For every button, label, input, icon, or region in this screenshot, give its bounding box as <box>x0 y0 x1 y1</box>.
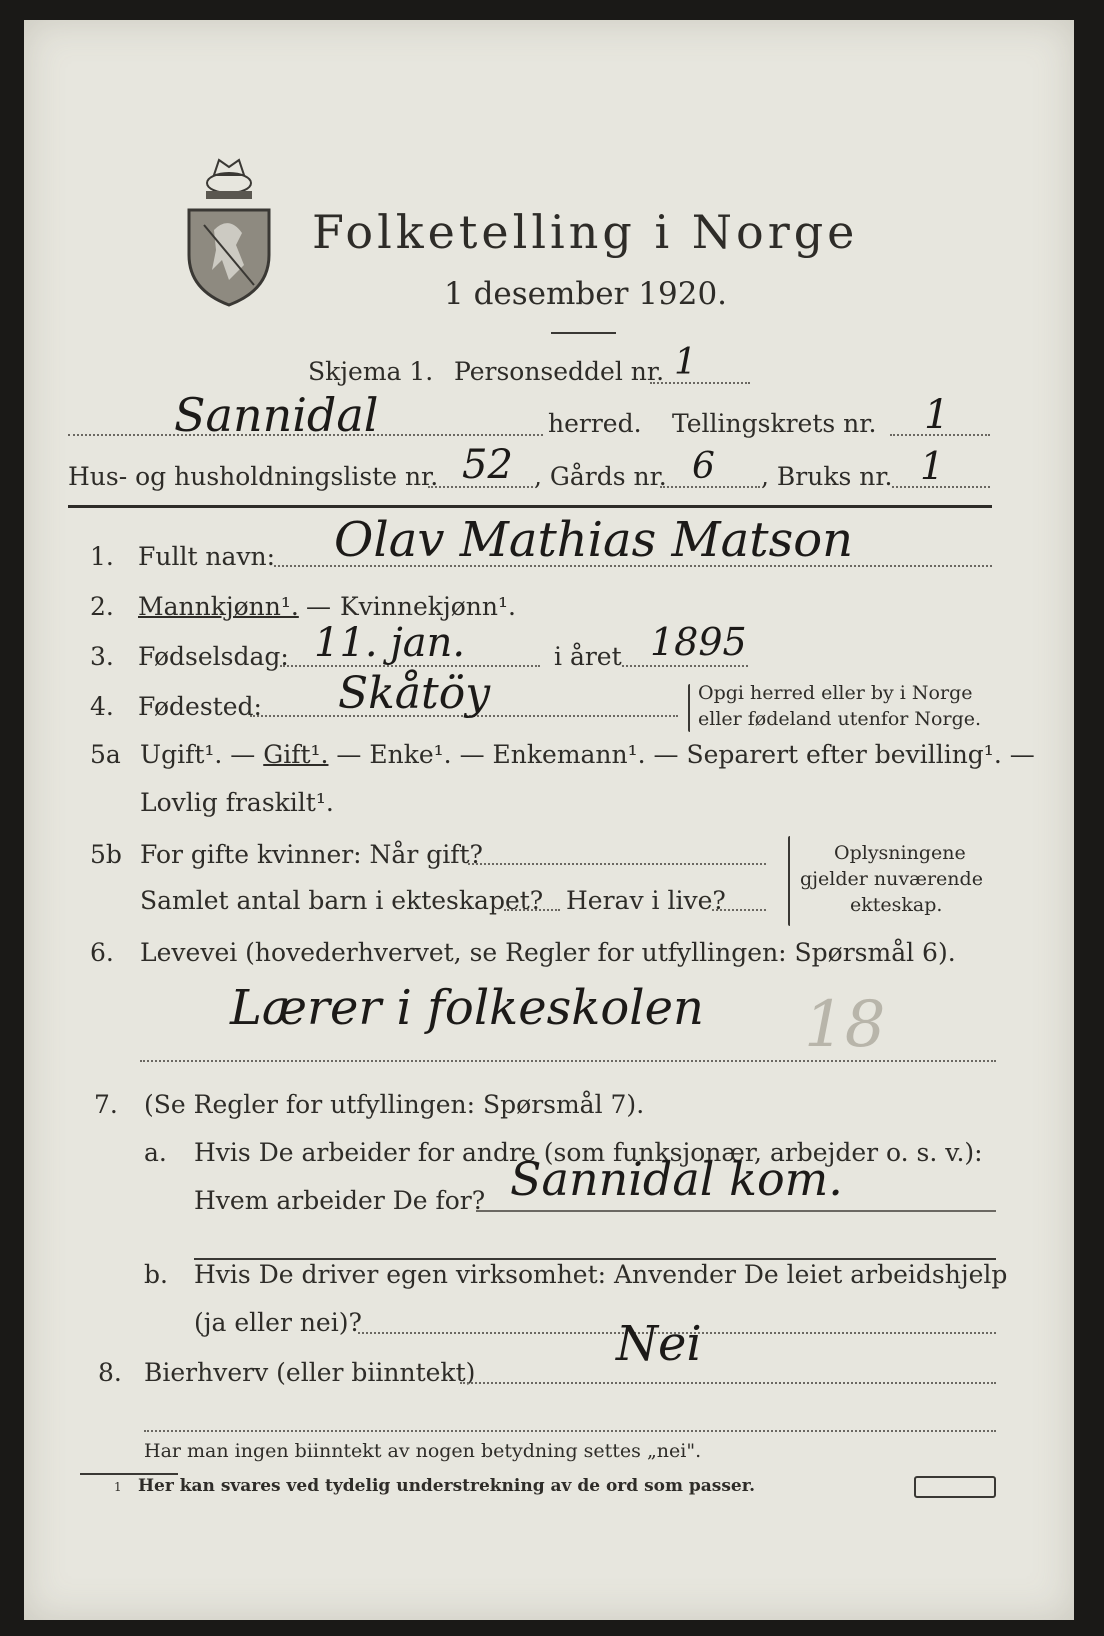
hus-value[interactable]: 52 <box>462 442 513 488</box>
q5a-number: 5a <box>90 740 121 769</box>
q1-label: Fullt navn: <box>138 542 276 571</box>
personseddel-line <box>650 382 750 384</box>
q2-male-option[interactable]: Mannkjønn¹. <box>138 592 299 621</box>
q7b-letter: b. <box>144 1260 168 1289</box>
personseddel-label: Personseddel nr. <box>454 357 665 386</box>
q6-line <box>140 1060 996 1062</box>
q3-year-line <box>622 665 748 667</box>
footnote-mark: 1 <box>114 1480 122 1494</box>
header-rule <box>68 505 992 508</box>
census-form-page <box>24 20 1074 1620</box>
footnote-text: Her kan svares ved tydelig understrekning av de ord som passer. <box>138 1476 756 1496</box>
q4-number: 4. <box>90 692 114 721</box>
herred-label: herred. <box>548 409 642 438</box>
q5b-when-line <box>468 863 766 865</box>
q6-code-mark: 18 <box>804 988 886 1062</box>
footnote-rule <box>80 1473 178 1475</box>
q5b-note-bracket <box>788 836 790 926</box>
q7a-line <box>476 1210 996 1212</box>
footer-note: Har man ingen biinntekt av nogen betydning settes „nei". <box>144 1440 702 1462</box>
q4-value[interactable]: Skåtöy <box>338 668 491 719</box>
tellingskrets-value[interactable]: 1 <box>924 392 950 438</box>
q5a-line1 <box>140 740 1035 769</box>
personseddel-value[interactable]: 1 <box>674 342 697 383</box>
q5a-unmarried-option[interactable]: Ugift¹. — <box>140 740 264 769</box>
q5b-alive-line <box>712 909 766 911</box>
gards-value[interactable]: 6 <box>692 446 715 487</box>
q6-number: 6. <box>90 938 114 967</box>
q5a-line2[interactable]: Lovlig fraskilt¹. <box>140 788 334 817</box>
q5b-number: 5b <box>90 840 122 869</box>
q8-line <box>460 1382 996 1384</box>
q5b-note-line3: ekteskap. <box>850 894 943 916</box>
norwegian-coat-of-arms-icon <box>184 155 274 315</box>
q5b-children-line <box>504 909 560 911</box>
q4-note-bracket <box>688 684 690 732</box>
q7a-line1: Hvis De arbeider for andre (som funksjonær, arbejder o. s. v.): <box>194 1138 983 1167</box>
bruks-value[interactable]: 1 <box>920 444 945 488</box>
q5a-other-options[interactable]: — Enke¹. — Enkemann¹. — Separert efter bevilling¹. — <box>328 740 1035 769</box>
q3-year-value[interactable]: 1895 <box>650 620 747 664</box>
q6-label: Levevei (hovederhvervet, se Regler for utfyllingen: Spørsmål 6). <box>140 938 956 967</box>
tellingskrets-label: Tellingskrets nr. <box>672 409 877 438</box>
q8-number: 8. <box>98 1358 122 1387</box>
q3-value[interactable]: 11. jan. <box>314 620 466 666</box>
q7a-letter: a. <box>144 1138 167 1167</box>
herred-value[interactable]: Sannidal <box>174 388 379 442</box>
q5b-line2b: Herav i live? <box>566 886 726 915</box>
gards-label: , Gårds nr. <box>534 462 667 491</box>
q1-number: 1. <box>90 542 114 571</box>
census-date: 1 desember 1920. <box>444 276 728 312</box>
q8-label: Bierhverv (eller biinntekt) <box>144 1358 476 1387</box>
q5b-line1: For gifte kvinner: Når gift? <box>140 840 483 869</box>
q4-label: Fødested: <box>138 692 262 721</box>
q3-number: 3. <box>90 642 114 671</box>
q7-label: (Se Regler for utfyllingen: Spørsmål 7). <box>144 1090 645 1119</box>
q5a-married-option[interactable]: Gift¹. <box>263 740 329 769</box>
q7-number: 7. <box>94 1090 118 1119</box>
q5b-note-line1: Oplysningene <box>834 842 966 864</box>
q2-female-option[interactable]: Kvinnekjønn¹. <box>340 592 516 621</box>
q4-note-line1: Opgi herred eller by i Norge <box>698 682 973 704</box>
q4-note-line2: eller fødeland utenfor Norge. <box>698 708 982 730</box>
printer-stamp <box>914 1476 996 1498</box>
q7a-line2: Hvem arbeider De for? <box>194 1186 486 1215</box>
q7b-line2: (ja eller nei)? <box>194 1308 362 1337</box>
q8-value[interactable]: Nei <box>616 1316 702 1372</box>
q2-separator: — <box>306 592 331 621</box>
q5b-note-line2: gjelder nuværende <box>800 868 983 890</box>
q5b-line2a: Samlet antal barn i ekteskapet? <box>140 886 544 915</box>
q3-label: Fødselsdag: <box>138 642 289 671</box>
bruks-label: , Bruks nr. <box>761 462 893 491</box>
q8-extra-line <box>144 1430 996 1432</box>
title-divider <box>551 332 616 334</box>
q3-year-label: i året <box>554 642 622 671</box>
form-title: Folketelling i Norge <box>312 205 859 259</box>
hus-label: Hus- og husholdningsliste nr. <box>68 462 439 491</box>
q7b-line1: Hvis De driver egen virksomhet: Anvender De leiet arbeidshjelp <box>194 1260 1008 1289</box>
q7a-value[interactable]: Sannidal kom. <box>510 1152 843 1206</box>
q6-value[interactable]: Lærer i folkeskolen <box>230 980 704 1036</box>
q1-value[interactable]: Olav Mathias Matson <box>334 512 854 568</box>
q2-number: 2. <box>90 592 114 621</box>
skjema-label: Skjema 1. <box>308 357 434 386</box>
